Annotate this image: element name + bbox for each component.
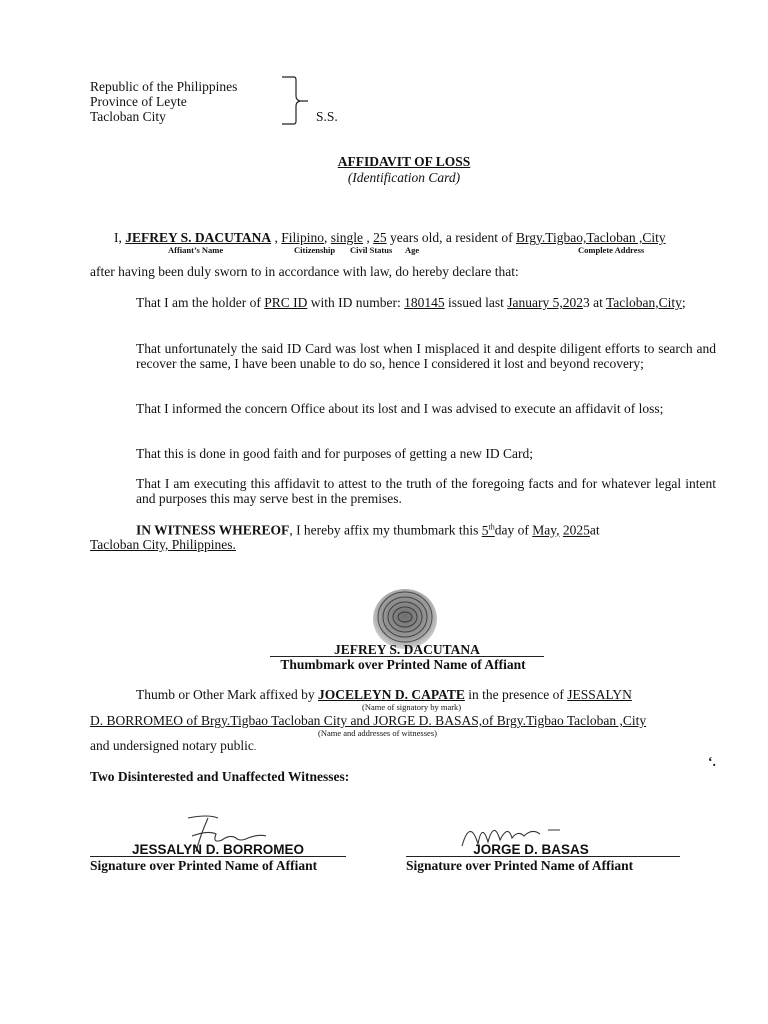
declaration-holder bbox=[136, 295, 716, 310]
label-citizenship: Citizenship bbox=[294, 245, 336, 255]
witness1-name: JESSALYN D. BORROMEO bbox=[131, 842, 305, 857]
affiant-name: JEFREY S. DACUTANA bbox=[125, 230, 272, 245]
stray-mark: ‘. bbox=[708, 754, 716, 769]
witness-whereof-bold: IN WITNESS WHEREOF bbox=[136, 522, 290, 538]
notary-end: . bbox=[253, 742, 257, 752]
declaration-lost: That unfortunately the said ID Card was lost when I misplaced it and despite diligent efforts to search and recover the same, I have been unable to do so, hence I considered it lost and beyond recovery; bbox=[136, 341, 716, 371]
affiant-caption: Thumbmark over Printed Name of Affiant bbox=[280, 657, 526, 672]
jurisdiction-block bbox=[90, 79, 237, 124]
label-civil-status: Civil Status bbox=[350, 245, 393, 255]
thumb-mark-statement bbox=[136, 687, 632, 703]
witness1-caption: Signature over Printed Name of Affiant bbox=[90, 858, 318, 873]
issue-place: Tacloban,City bbox=[605, 295, 682, 310]
affiant-age: 25 bbox=[373, 230, 387, 245]
age-text: years old, a resident of bbox=[390, 230, 513, 245]
notary-line bbox=[90, 738, 256, 754]
witness-names-start: JESSALYN bbox=[567, 687, 632, 702]
witness-note: (Name and addresses of witnesses) bbox=[318, 728, 437, 738]
at-text: at bbox=[589, 522, 600, 538]
id-number: 180145 bbox=[404, 295, 445, 310]
witness2-caption: Signature over Printed Name of Affiant bbox=[406, 858, 634, 873]
sign-place: Tacloban City, Philippines. bbox=[90, 537, 236, 552]
decl1-text-a: That I am the holder of bbox=[136, 295, 261, 310]
decl1-text-b: with ID number: bbox=[310, 295, 401, 310]
sign-month: May, bbox=[532, 522, 560, 538]
declaration-good-faith: That this is done in good faith and for purposes of getting a new ID Card; bbox=[136, 446, 534, 461]
witness-whereof-text: , I hereby affix my thumbmark this bbox=[289, 522, 479, 538]
id-type: PRC ID bbox=[264, 295, 308, 310]
declaration-attest: That I am executing this affidavit to attest to the truth of the foregoing facts and for whatever legal intent and purposes this may serve best in the premises. bbox=[136, 476, 716, 506]
witness-names-addresses: D. BORROMEO of Brgy.Tigbao Tacloban City and JORGE D. BASAS,of Brgy.Tigbao Tacloban ,City bbox=[90, 713, 647, 728]
signatory-note: (Name of signatory by mark) bbox=[362, 702, 462, 712]
intro-prefix: I, bbox=[114, 230, 122, 245]
witnesses-heading: Two Disinterested and Unaffected Witnesses: bbox=[90, 769, 350, 784]
label-address: Complete Address bbox=[578, 245, 645, 255]
declaration-informed: That I informed the concern Office about its lost and I was advised to execute an affidavit of loss; bbox=[136, 401, 664, 416]
label-affiant-name: Affiant’s Name bbox=[168, 245, 224, 255]
affiant-intro-line: I, JEFREY S. DACUTANA , Filipino, single , 25 years old, a resident of Brgy.Tigbao,Tacloban ,City bbox=[114, 230, 666, 245]
document-subtitle: (Identification Card) bbox=[347, 170, 461, 185]
label-age: Age bbox=[405, 245, 420, 255]
witness2-name: JORGE D. BASAS bbox=[473, 842, 589, 857]
affiant-citizenship: Filipino bbox=[281, 230, 325, 245]
issue-date: January 5,202 bbox=[507, 295, 583, 310]
country-line: Republic of the Philippines bbox=[90, 79, 238, 94]
document-title: AFFIDAVIT OF LOSS bbox=[337, 154, 471, 169]
sworn-statement: after having been duly sworn to in accordance with law, do hereby declare that: bbox=[90, 264, 519, 279]
brace-icon bbox=[280, 76, 316, 126]
city-line: Tacloban City bbox=[90, 109, 166, 124]
affiant-civil-status: single bbox=[330, 230, 364, 245]
sign-day: 5th bbox=[481, 522, 495, 538]
notary-text: and undersigned notary public bbox=[90, 738, 254, 753]
sign-year: 2025 bbox=[562, 522, 590, 538]
province-line: Province of Leyte bbox=[90, 94, 187, 109]
day-of-text: day of bbox=[494, 522, 529, 538]
signatory-name: JOCELEYN D. CAPATE bbox=[317, 687, 465, 702]
decl1-text-c: issued last bbox=[447, 295, 504, 310]
affiant-printed-name: JEFREY S. DACUTANA bbox=[334, 642, 480, 657]
thumb-text-b: in the presence of bbox=[468, 687, 564, 702]
affiant-address: Brgy.Tigbao,Tacloban ,City bbox=[516, 230, 666, 245]
decl1-text-d: 3 at bbox=[582, 295, 603, 310]
ss-label: S.S. bbox=[316, 109, 338, 124]
decl1-end: ; bbox=[681, 295, 686, 310]
thumb-text-a: Thumb or Other Mark affixed by bbox=[136, 687, 315, 702]
